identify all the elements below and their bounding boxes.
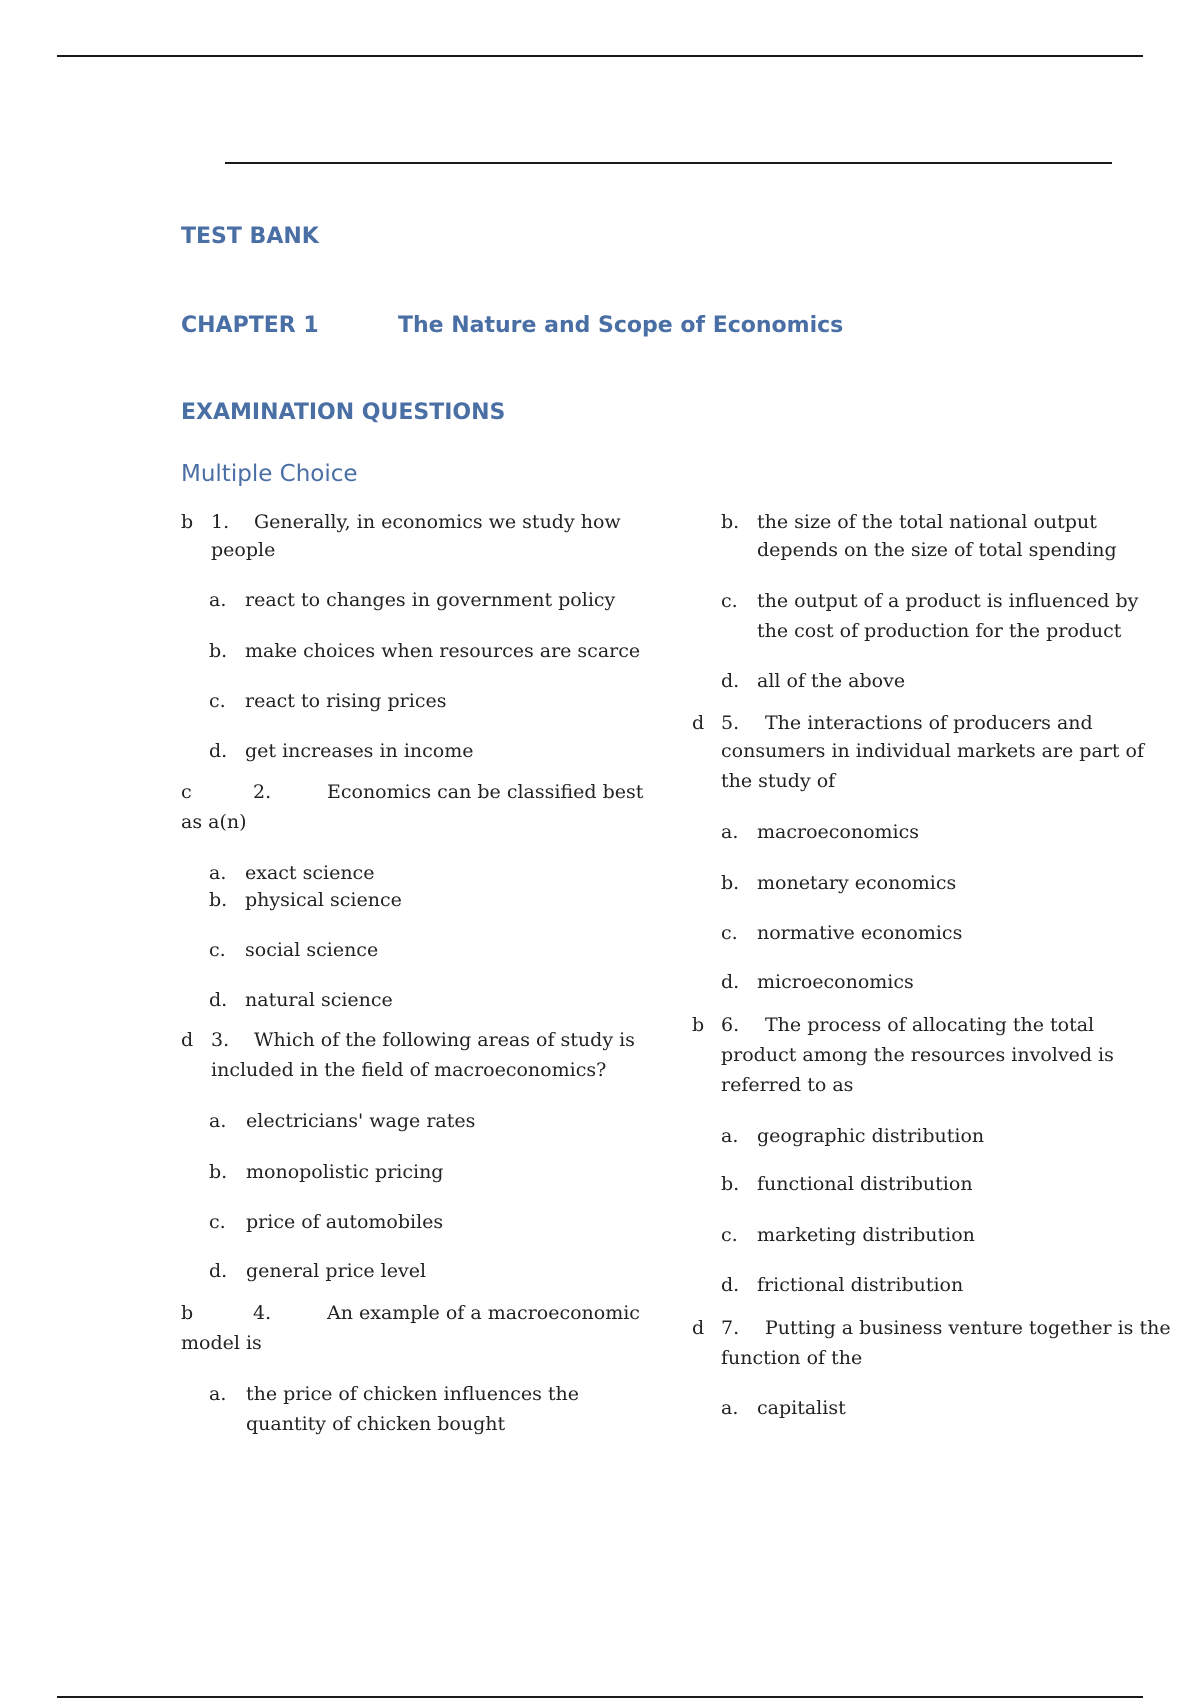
answer-key: b bbox=[181, 1302, 194, 1324]
option-text: all of the above bbox=[757, 670, 906, 692]
answer-key: d bbox=[181, 1029, 194, 1051]
option-text: electricians' wage rates bbox=[246, 1110, 476, 1132]
option-letter: a. bbox=[209, 589, 227, 611]
option-letter: d. bbox=[721, 971, 740, 993]
question-number: 7. bbox=[721, 1317, 740, 1339]
answer-key: b bbox=[181, 511, 194, 533]
header-underline-rule bbox=[225, 162, 1112, 164]
question-stem: as a(n) bbox=[181, 811, 247, 833]
question-number: 3. bbox=[211, 1029, 230, 1051]
option-letter: c. bbox=[209, 1211, 226, 1233]
option-letter: d. bbox=[721, 1274, 740, 1296]
option-text: microeconomics bbox=[757, 971, 914, 993]
option-letter: c. bbox=[721, 590, 738, 612]
question-stem: function of the bbox=[721, 1347, 863, 1369]
option-text: make choices when resources are scarce bbox=[245, 640, 641, 662]
option-text: natural science bbox=[245, 989, 393, 1011]
option-letter: b. bbox=[209, 640, 228, 662]
question-stem: Which of the following areas of study is bbox=[254, 1029, 635, 1051]
option-letter: a. bbox=[209, 1110, 227, 1132]
option-letter: c. bbox=[721, 1224, 738, 1246]
question-stem: An example of a macroeconomic bbox=[327, 1302, 640, 1324]
chapter-label: CHAPTER 1 bbox=[181, 313, 319, 338]
option-text: depends on the size of total spending bbox=[757, 539, 1117, 561]
answer-key: d bbox=[692, 712, 705, 734]
option-text: react to rising prices bbox=[245, 690, 447, 712]
option-letter: b. bbox=[209, 1161, 228, 1183]
test-bank-title: TEST BANK bbox=[181, 224, 319, 249]
option-text: get increases in income bbox=[245, 740, 474, 762]
option-text: the output of a product is influenced by bbox=[757, 590, 1139, 612]
question-number: 1. bbox=[211, 511, 230, 533]
option-letter: b. bbox=[721, 1173, 740, 1195]
question-stem: The interactions of producers and bbox=[765, 712, 1093, 734]
option-text: monetary economics bbox=[757, 872, 957, 894]
option-text: react to changes in government policy bbox=[245, 589, 616, 611]
option-text: the cost of production for the product bbox=[757, 620, 1122, 642]
option-letter: c. bbox=[209, 690, 226, 712]
option-letter: d. bbox=[209, 989, 228, 1011]
question-stem: referred to as bbox=[721, 1074, 854, 1096]
answer-key: d bbox=[692, 1317, 705, 1339]
option-text: the price of chicken influences the bbox=[246, 1383, 580, 1405]
option-letter: b. bbox=[209, 889, 228, 911]
option-letter: a. bbox=[721, 1125, 739, 1147]
question-stem: people bbox=[211, 539, 276, 561]
option-text: social science bbox=[245, 939, 379, 961]
option-text: exact science bbox=[245, 862, 375, 884]
answer-key: b bbox=[692, 1014, 705, 1036]
question-number: 6. bbox=[721, 1014, 740, 1036]
option-text: physical science bbox=[245, 889, 402, 911]
option-text: the size of the total national output bbox=[757, 511, 1097, 533]
option-text: marketing distribution bbox=[757, 1224, 975, 1246]
option-letter: b. bbox=[721, 511, 740, 533]
option-text: functional distribution bbox=[757, 1173, 973, 1195]
option-text: geographic distribution bbox=[757, 1125, 985, 1147]
question-stem: product among the resources involved is bbox=[721, 1044, 1114, 1066]
question-stem: The process of allocating the total bbox=[765, 1014, 1095, 1036]
option-text: capitalist bbox=[757, 1397, 846, 1419]
section-heading: EXAMINATION QUESTIONS bbox=[181, 400, 506, 425]
question-stem: model is bbox=[181, 1332, 262, 1354]
option-letter: a. bbox=[721, 1397, 739, 1419]
option-letter: d. bbox=[209, 740, 228, 762]
option-text: macroeconomics bbox=[757, 821, 919, 843]
subsection-heading: Multiple Choice bbox=[181, 461, 358, 487]
question-stem: Putting a business venture together is the bbox=[765, 1317, 1171, 1339]
question-stem: consumers in individual markets are part of bbox=[721, 740, 1145, 762]
question-number: 5. bbox=[721, 712, 740, 734]
chapter-title: The Nature and Scope of Economics bbox=[398, 313, 844, 338]
question-stem: Generally, in economics we study how bbox=[254, 511, 621, 533]
question-stem: included in the field of macroeconomics? bbox=[211, 1059, 607, 1081]
option-text: price of automobiles bbox=[246, 1211, 444, 1233]
option-text: monopolistic pricing bbox=[246, 1161, 444, 1183]
bottom-page-rule bbox=[57, 1696, 1143, 1698]
question-stem: the study of bbox=[721, 770, 836, 792]
option-letter: d. bbox=[721, 670, 740, 692]
option-letter: a. bbox=[721, 821, 739, 843]
option-letter: b. bbox=[721, 872, 740, 894]
option-letter: a. bbox=[209, 1383, 227, 1405]
option-text: general price level bbox=[246, 1260, 427, 1282]
option-text: frictional distribution bbox=[757, 1274, 964, 1296]
option-text: quantity of chicken bought bbox=[246, 1413, 506, 1435]
option-letter: d. bbox=[209, 1260, 228, 1282]
question-stem: Economics can be classified best bbox=[327, 781, 644, 803]
option-text: normative economics bbox=[757, 922, 963, 944]
option-letter: a. bbox=[209, 862, 227, 884]
top-page-rule bbox=[57, 55, 1143, 57]
option-letter: c. bbox=[209, 939, 226, 961]
question-number: 2. bbox=[253, 781, 272, 803]
answer-key: c bbox=[181, 781, 192, 803]
question-number: 4. bbox=[253, 1302, 272, 1324]
option-letter: c. bbox=[721, 922, 738, 944]
